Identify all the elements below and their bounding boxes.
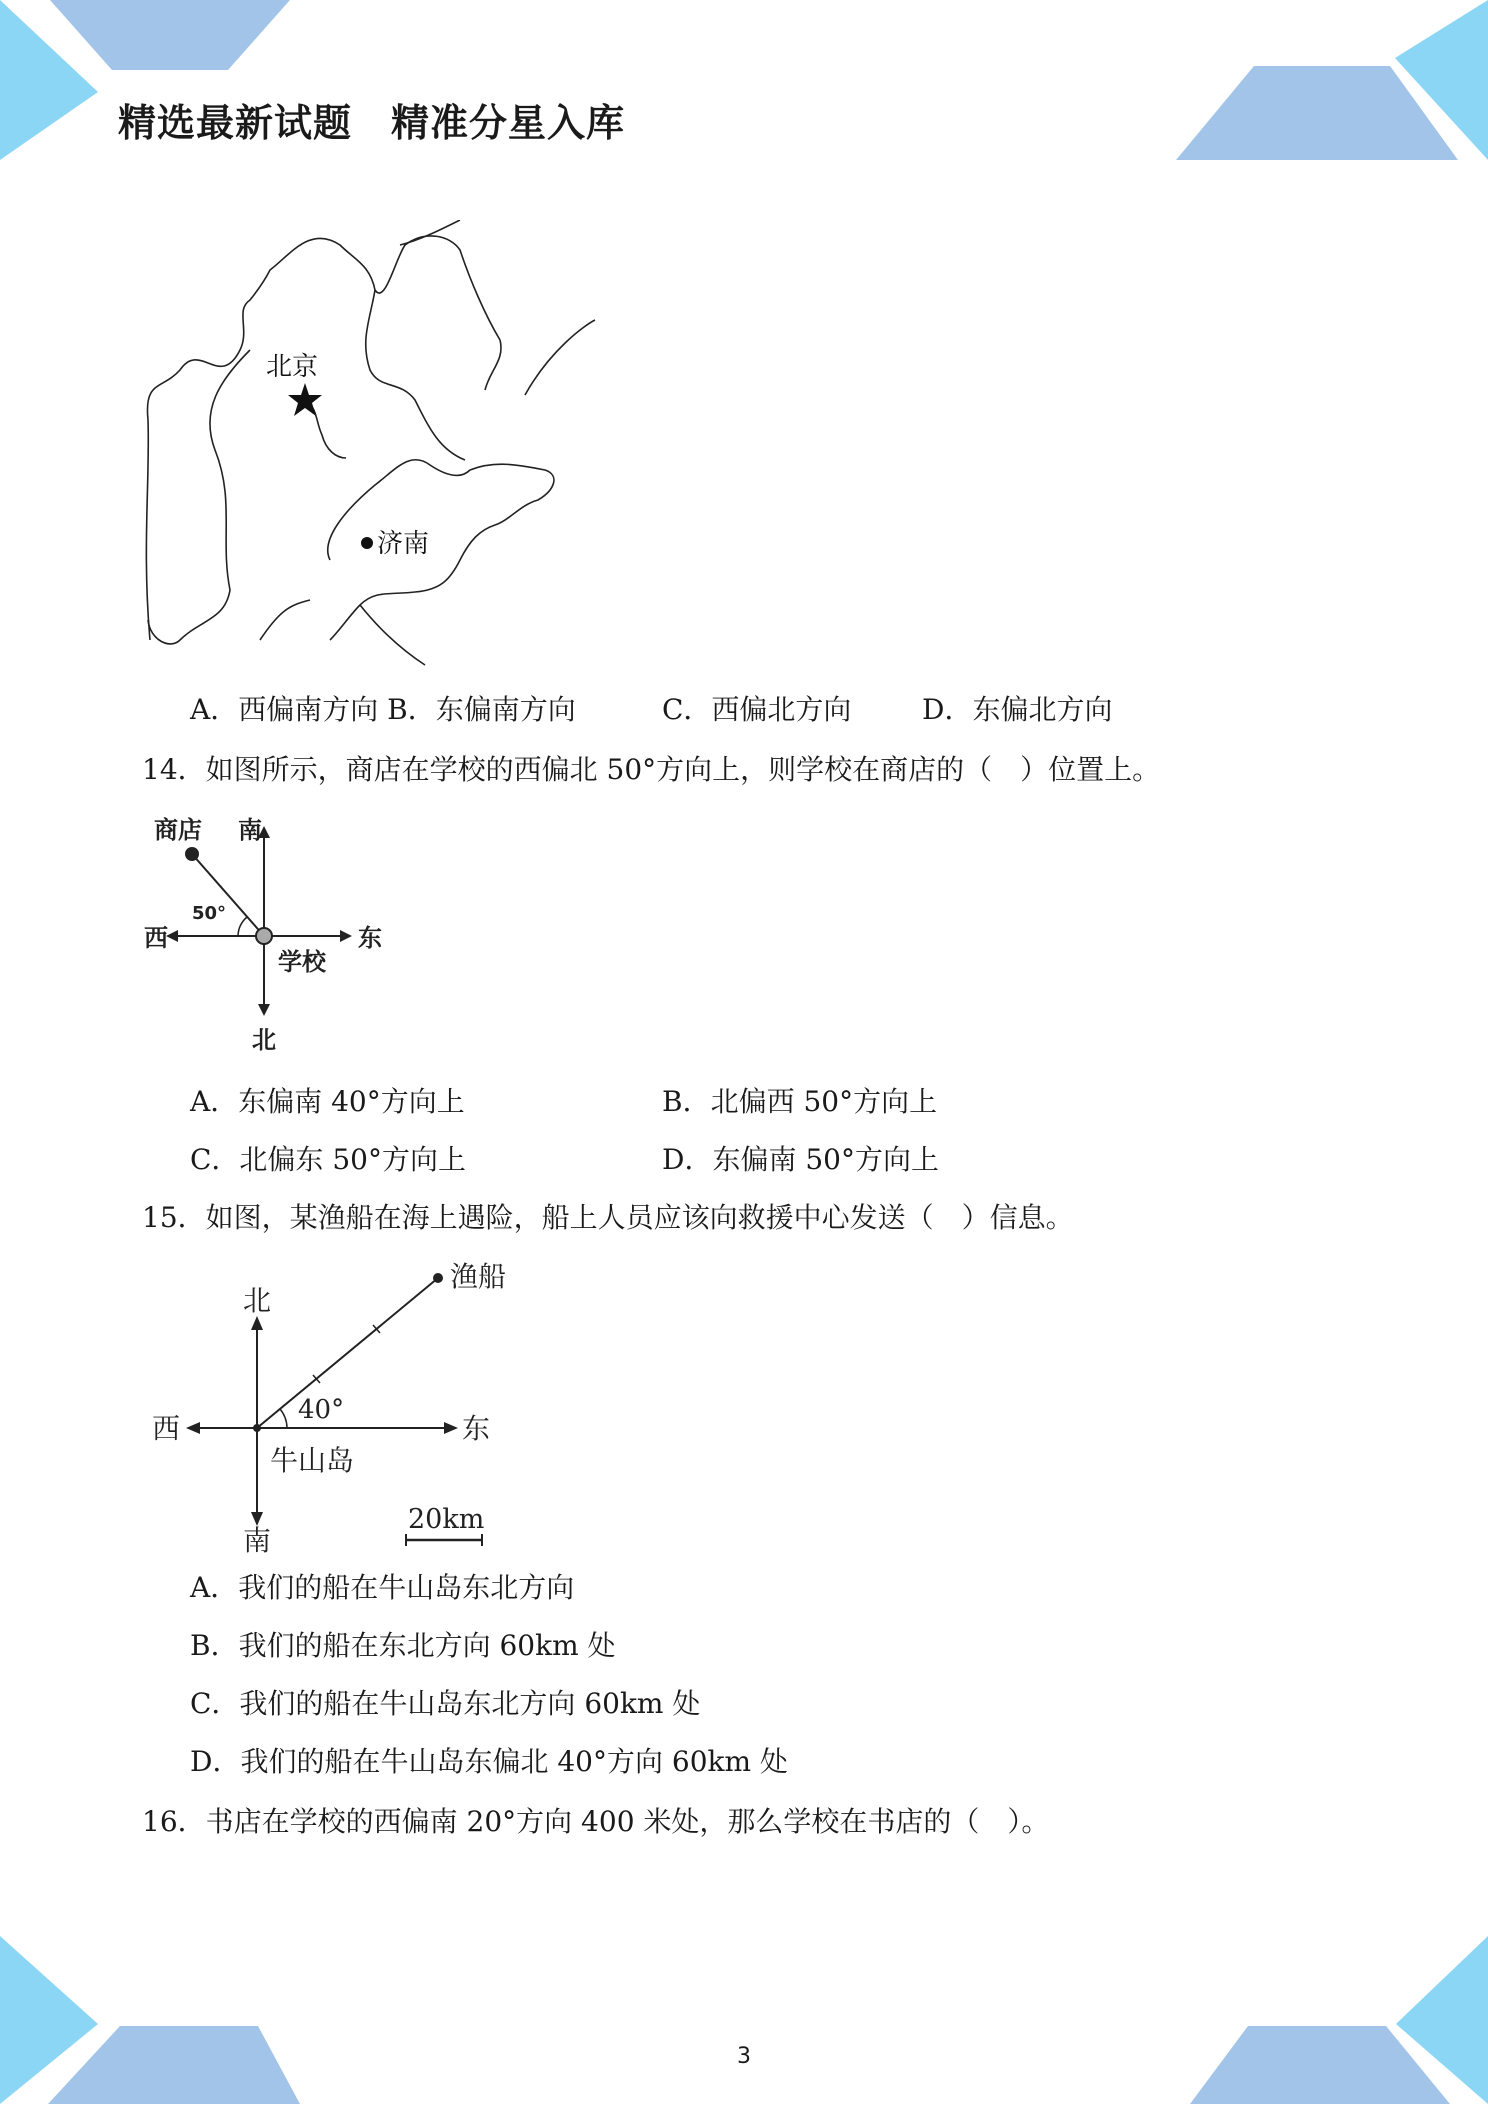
- q13-option-c: C．西偏北方向: [662, 693, 852, 726]
- q13-option-ab: A．西偏南方向 B．东偏南方向: [190, 693, 576, 726]
- city-label-beijing: 北京: [266, 352, 319, 382]
- q15-west-label: 西: [152, 1412, 181, 1445]
- q15-boat-line: [257, 1278, 438, 1428]
- coast-south: [360, 605, 425, 665]
- q14-angle-label: 50°: [192, 903, 227, 924]
- q14-north-label: 北: [252, 1026, 276, 1054]
- corner-shape-top-left-2: [50, 0, 290, 70]
- q14-angle-arc: [238, 917, 247, 936]
- q15-option-b: B．我们的船在东北方向 60km 处: [190, 1629, 616, 1662]
- q15-option-c: C．我们的船在牛山岛东北方向 60km 处: [190, 1687, 701, 1720]
- map-figure: [140, 220, 600, 670]
- q14-compass-figure: [140, 808, 400, 1060]
- q14-school-label: 学校: [278, 948, 326, 976]
- q15-option-d: D．我们的船在牛山岛东偏北 40°方向 60km 处: [190, 1745, 788, 1778]
- q15-angle-arc: [280, 1409, 287, 1428]
- q14-option-d: D．东偏南 50°方向上: [662, 1143, 939, 1176]
- q15-boat-label: 渔船: [450, 1260, 507, 1293]
- q14-option-b: B．北偏西 50°方向上: [662, 1085, 938, 1118]
- border-inner: [146, 420, 150, 640]
- q14-south-label: 南: [238, 816, 262, 844]
- q14-west-label: 西: [144, 924, 168, 952]
- q14-option-c: C．北偏东 50°方向上: [190, 1143, 466, 1176]
- coastline-outer: [147, 236, 500, 420]
- q14-option-a: A．东偏南 40°方向上: [190, 1085, 465, 1118]
- q15-boat-dot: [433, 1273, 443, 1283]
- q15-island-label: 牛山岛: [270, 1444, 355, 1477]
- q15-angle-label: 40°: [298, 1395, 345, 1425]
- coastline-peninsula: [148, 350, 250, 644]
- q15-east-label: 东: [462, 1412, 491, 1445]
- q14-east-label: 东: [358, 924, 382, 952]
- coast-bohai: [366, 290, 465, 460]
- q13-option-d: D．东偏北方向: [922, 693, 1113, 726]
- q15-island-dot: [253, 1424, 261, 1432]
- q16-stem: 16．书店在学校的西偏南 20°方向 400 米处，那么学校在书店的（ ）。: [142, 1805, 1050, 1838]
- q14-school-dot: [256, 928, 272, 944]
- q15-scale-label: 20km: [408, 1504, 485, 1535]
- q14-stem: 14．如图所示，商店在学校的西偏北 50°方向上，则学校在商店的（ ）位置上。: [142, 753, 1161, 786]
- q15-south-label: 南: [243, 1524, 272, 1556]
- shore-line-east: [485, 340, 501, 390]
- shore-bay: [525, 320, 595, 395]
- peninsula-shandong: [328, 460, 554, 640]
- beijing-star-icon: [288, 383, 322, 416]
- header-title: 精选最新试题 精准分星入库: [118, 101, 626, 145]
- jinan-dot-icon: [361, 537, 373, 549]
- q15-north-label: 北: [243, 1284, 272, 1317]
- q15-compass-figure: [140, 1256, 520, 1556]
- river-yellow: [260, 600, 310, 640]
- city-label-jinan: 济南: [377, 529, 430, 559]
- page-number: 3: [737, 2044, 751, 2069]
- q14-shop-dot: [185, 847, 199, 861]
- q15-stem: 15．如图，某渔船在海上遇险，船上人员应该向救援中心发送（ ）信息。: [142, 1201, 1074, 1234]
- q15-option-a: A．我们的船在牛山岛东北方向: [190, 1571, 575, 1604]
- q14-shop-label: 商店: [154, 816, 202, 844]
